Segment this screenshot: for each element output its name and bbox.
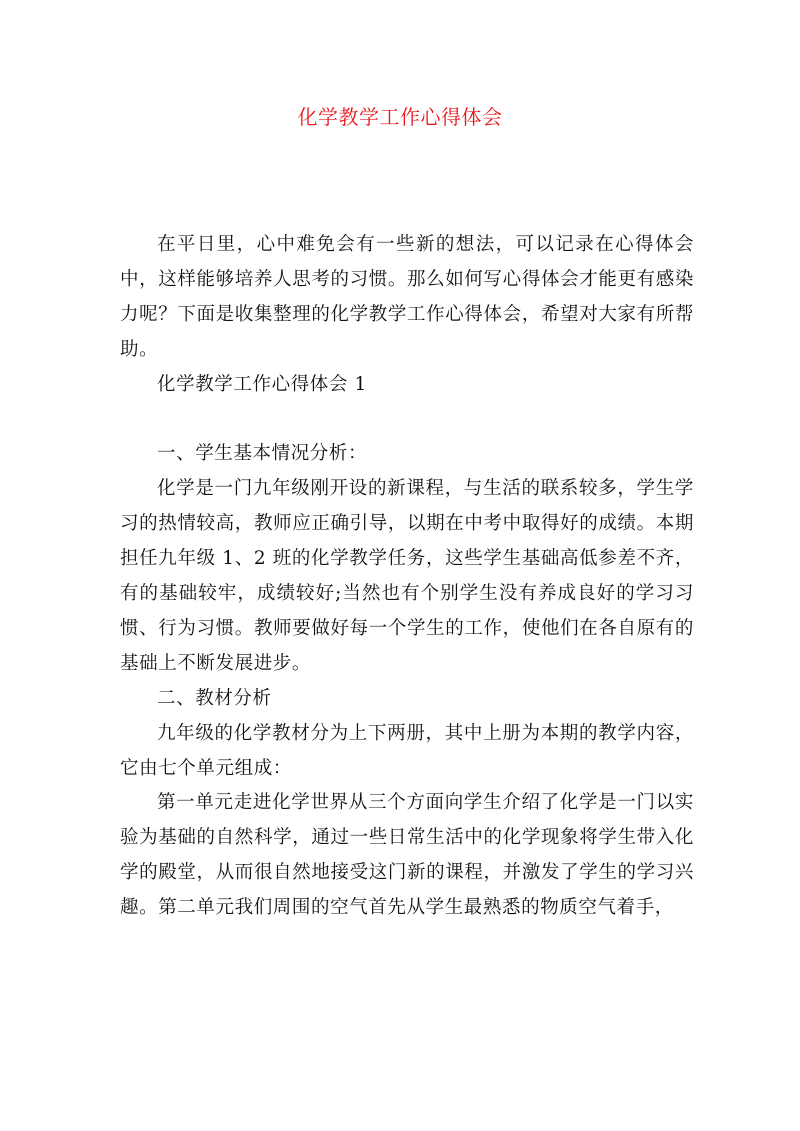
section-heading-1: 化学教学工作心得体会 1 xyxy=(157,373,367,395)
student-analysis-paragraph: 化学是一门九年级刚开设的新课程，与生活的联系较多，学生学习的热情较高，教师应正确引导，以期在中考中取得好的成绩。本期担任九年级 1、2 班的化学教学任务，这些学生基础高低参差不齐，有的基础较牢，成绩较好;当然也有个别学生没有养成良好的学习习惯、行为习惯。教师要做好每一个学生的工作，使他们在各自原有的基础上不断发展进步。 xyxy=(120,478,694,674)
unit-description-paragraph: 第一单元走进化学世界从三个方面向学生介绍了化学是一门以实验为基础的自然科学，通过一些日常生活中的化学现象将学生带入化学的殿堂，从而很自然地接受这门新的课程，并激发了学生的学习兴趣。第二单元我们周围的空气首先从学生最熟悉的物质空气着手， xyxy=(120,792,694,919)
blank-line xyxy=(120,403,694,438)
document-title: 化学教学工作心得体会 xyxy=(297,105,503,129)
subheading-textbook-analysis: 二、教材分析 xyxy=(157,687,272,709)
textbook-analysis-paragraph: 九年级的化学教材分为上下两册，其中上册为本期的教学内容，它由七个单元组成： xyxy=(120,722,694,779)
intro-paragraph: 在平日里，心中难免会有一些新的想法，可以记录在心得体会中，这样能够培养人思考的习惯。那么如何写心得体会才能更有感染力呢？下面是收集整理的化学教学工作心得体会，希望对大家有所帮助。 xyxy=(120,234,694,360)
subheading-student-analysis: 一、学生基本情况分析： xyxy=(157,443,368,465)
document-body xyxy=(120,228,694,926)
